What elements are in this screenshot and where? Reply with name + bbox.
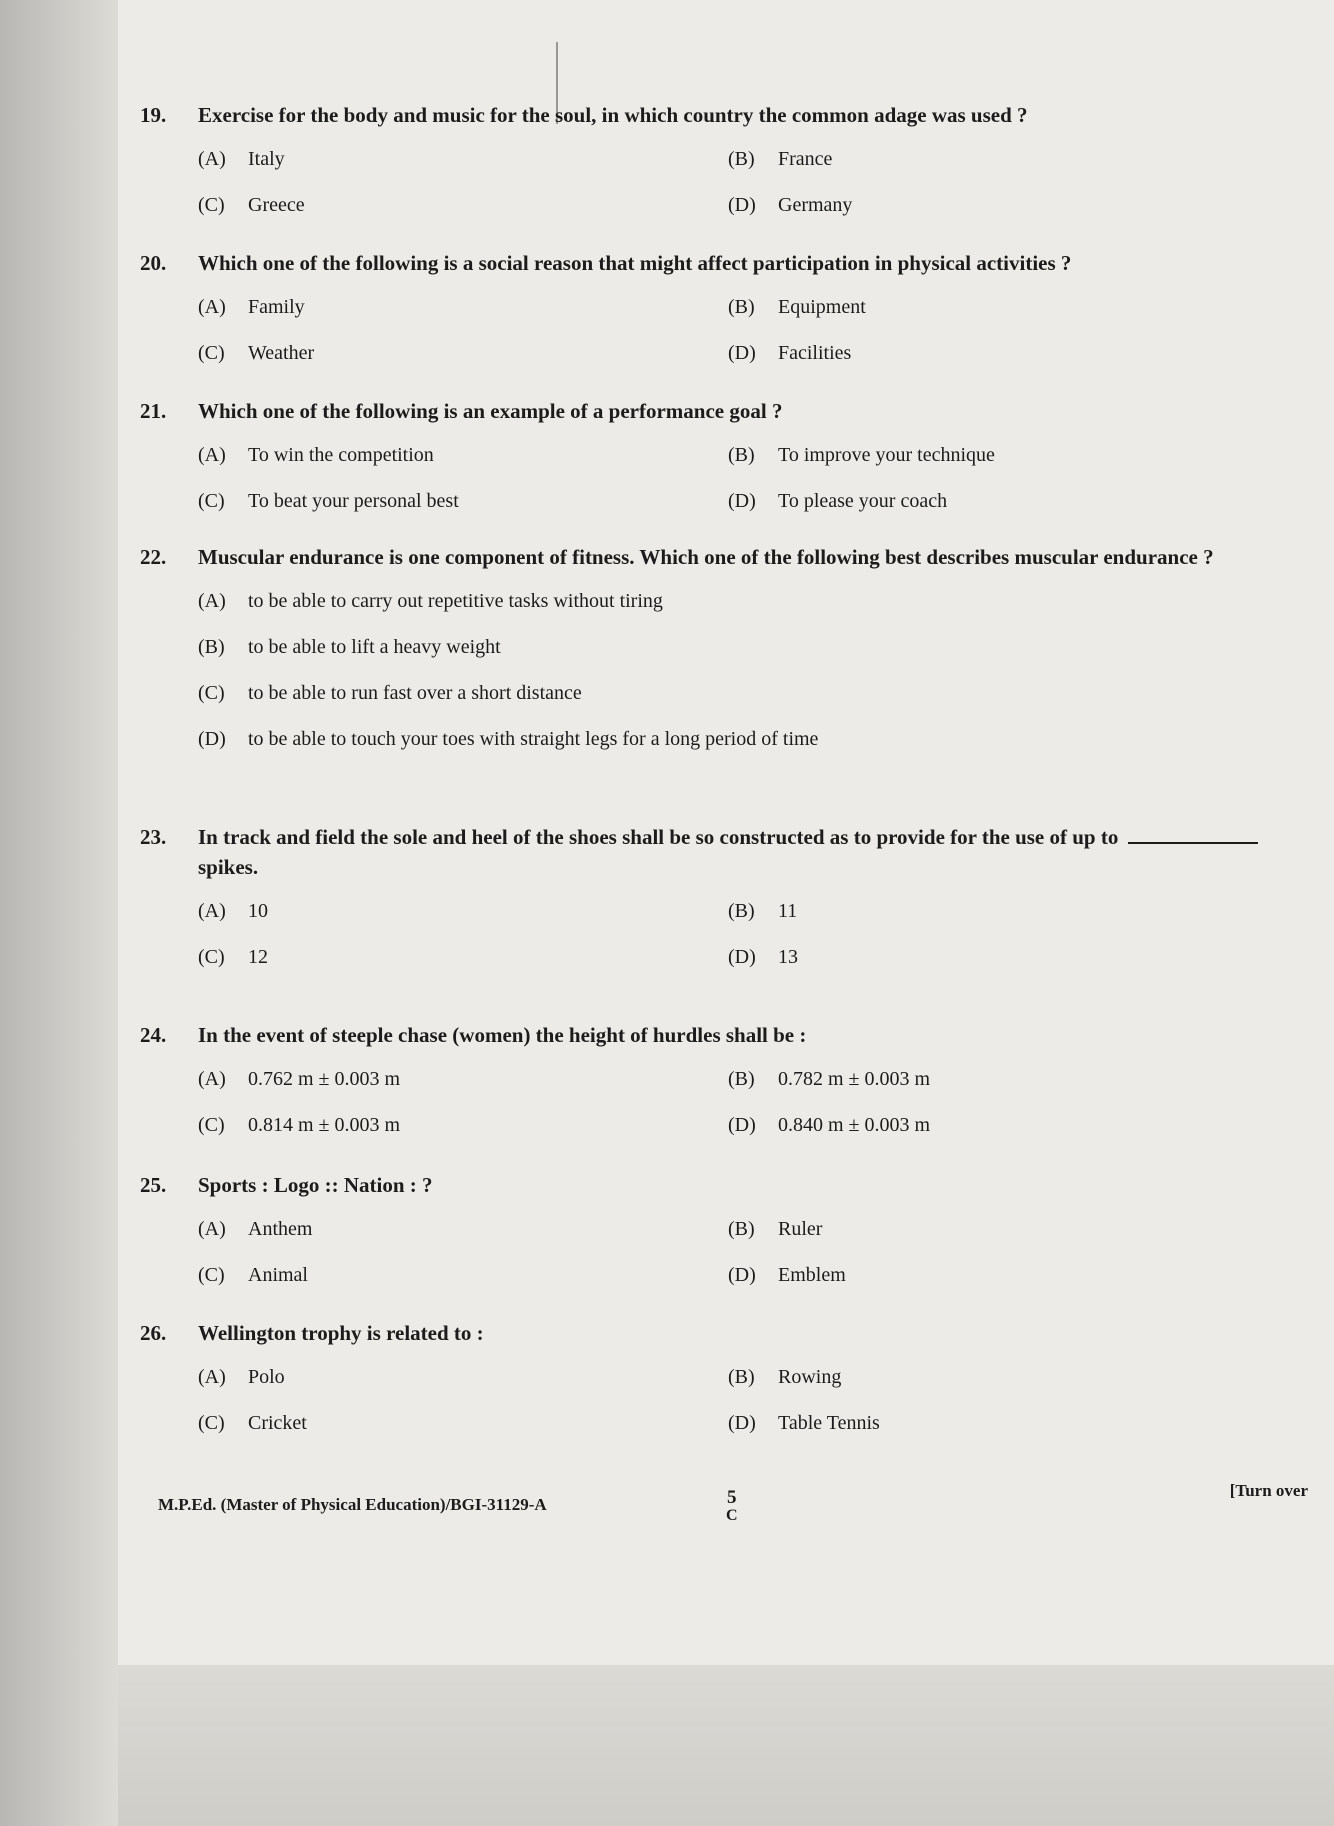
question-number: 20. bbox=[140, 251, 167, 275]
option-a: (A) To win the competition bbox=[198, 444, 434, 466]
option-b: (B) Rowing bbox=[728, 1366, 842, 1388]
option-d: (D) To please your coach bbox=[728, 490, 948, 512]
option-b: (B) Equipment bbox=[728, 296, 866, 318]
page-mark: C bbox=[726, 1507, 738, 1524]
question-number: 24. bbox=[140, 1023, 167, 1047]
question-number: 21. bbox=[140, 399, 167, 423]
question-number: 23. bbox=[140, 825, 167, 849]
option-c: (C) 0.814 m ± 0.003 m bbox=[198, 1114, 401, 1136]
option-d: (D) Germany bbox=[728, 194, 853, 216]
question-text: Exercise for the body and music for the soul, in which country the common adage was used ? bbox=[198, 103, 1028, 127]
option-b: (B) To improve your technique bbox=[728, 444, 995, 466]
question-24 bbox=[140, 1020, 1300, 1138]
turn-over-label: [Turn over bbox=[1229, 1481, 1308, 1500]
option-a: (A) 10 bbox=[198, 900, 268, 922]
option-c: (C) Weather bbox=[198, 342, 315, 364]
option-b: (B) Ruler bbox=[728, 1218, 823, 1240]
question-23 bbox=[140, 822, 1300, 970]
scan-left-edge bbox=[0, 0, 120, 1826]
question-19 bbox=[140, 100, 1300, 218]
option-c: (C) 12 bbox=[198, 946, 268, 968]
option-d: (D) Facilities bbox=[728, 342, 852, 364]
option-c: (C) to be able to run fast over a short distance bbox=[198, 682, 582, 704]
question-22 bbox=[140, 542, 1300, 752]
paper-code: M.P.Ed. (Master of Physical Education)/BGI-31129-A bbox=[158, 1495, 547, 1514]
option-b: (B) to be able to lift a heavy weight bbox=[198, 636, 501, 658]
option-a: (A) 0.762 m ± 0.003 m bbox=[198, 1068, 401, 1090]
question-text: Which one of the following is a social reason that might affect participation in physical activities ? bbox=[198, 251, 1072, 275]
question-number: 25. bbox=[140, 1173, 167, 1197]
option-d: (D) 0.840 m ± 0.003 m bbox=[728, 1114, 931, 1136]
option-c: (C) Greece bbox=[198, 194, 305, 216]
option-d: (D) Table Tennis bbox=[728, 1412, 880, 1434]
question-text: In track and field the sole and heel of the shoes shall be so constructed as to provide for the use of up tospikes. bbox=[198, 822, 1300, 882]
question-text: In the event of steeple chase (women) the height of hurdles shall be : bbox=[198, 1023, 807, 1047]
option-a: (A) Anthem bbox=[198, 1218, 313, 1240]
option-d: (D) to be able to touch your toes with straight legs for a long period of time bbox=[198, 728, 819, 750]
scan-bottom-edge bbox=[118, 1665, 1334, 1826]
question-text: Muscular endurance is one component of fitness. Which one of the following best describes muscular endurance ? bbox=[198, 545, 1214, 569]
option-c: (C) To beat your personal best bbox=[198, 490, 459, 512]
question-26 bbox=[140, 1318, 1300, 1436]
page-number: 5 C bbox=[726, 1487, 738, 1524]
option-c: (C) Cricket bbox=[198, 1412, 307, 1434]
question-25 bbox=[140, 1170, 1300, 1288]
answer-blank bbox=[1128, 824, 1258, 844]
option-b: (B) 11 bbox=[728, 900, 798, 922]
option-a: (A) Italy bbox=[198, 148, 285, 170]
option-b: (B) France bbox=[728, 148, 833, 170]
question-text: Sports : Logo :: Nation : ? bbox=[198, 1173, 433, 1197]
question-number: 26. bbox=[140, 1321, 167, 1345]
option-a: (A) Family bbox=[198, 296, 305, 318]
option-b: (B) 0.782 m ± 0.003 m bbox=[728, 1068, 931, 1090]
option-c: (C) Animal bbox=[198, 1264, 308, 1286]
option-a: (A) to be able to carry out repetitive tasks without tiring bbox=[198, 590, 663, 612]
option-a: (A) Polo bbox=[198, 1366, 285, 1388]
question-21 bbox=[140, 396, 1300, 514]
question-number: 22. bbox=[140, 545, 167, 569]
question-text: Wellington trophy is related to : bbox=[198, 1321, 484, 1345]
question-20 bbox=[140, 248, 1300, 366]
question-number: 19. bbox=[140, 103, 167, 127]
question-text: Which one of the following is an example of a performance goal ? bbox=[198, 399, 783, 423]
option-d: (D) 13 bbox=[728, 946, 798, 968]
option-d: (D) Emblem bbox=[728, 1264, 846, 1286]
